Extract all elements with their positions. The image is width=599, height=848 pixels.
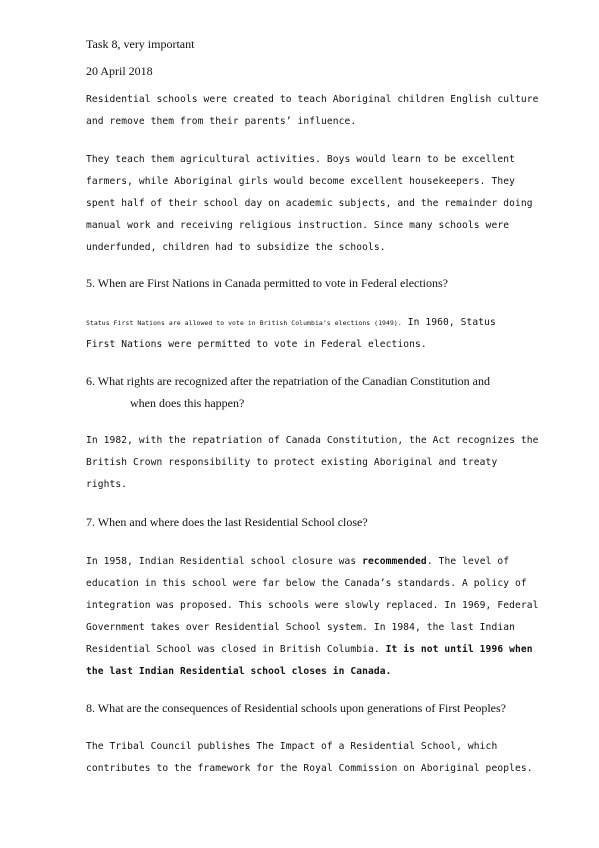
answer-6-line: British Crown responsibility to protect existing Aboriginal and treaty <box>86 457 498 468</box>
answer-8-line: The Tribal Council publishes The Impact of a Residential School, which <box>86 741 498 752</box>
answer-5-small-text: Status First Nations are allowed to vote in British Columbia’s elections (1949). <box>86 319 402 327</box>
answer-5-line: First Nations were permitted to vote in Federal elections. <box>86 339 427 350</box>
answer-7-text: . The level of <box>426 556 510 567</box>
paragraph-1-line: Residential schools were created to teach Aboriginal children English culture <box>86 94 539 105</box>
answer-7-line <box>86 665 392 679</box>
answer-7-bold-text: recommended <box>362 556 427 567</box>
answer-6-line: In 1982, with the repatriation of Canada Constitution, the Act recognizes the <box>86 435 539 446</box>
answer-7-line: education in this school were far below the Canada’s standards. A policy of <box>86 578 527 589</box>
paragraph-2-line: spent half of their school day on academic subjects, and the remainder doing <box>86 198 533 209</box>
question-8: 8. What are the consequences of Residential schools upon generations of First Peoples? <box>86 701 507 715</box>
paragraph-2-line: They teach them agricultural activities. Boys would learn to be excellent <box>86 154 515 165</box>
paragraph-1-line: and remove them from their parents’ influence. <box>86 116 357 127</box>
answer-6-line: rights. <box>86 479 128 490</box>
question-7: 7. When and where does the last Residential School close? <box>86 515 368 529</box>
answer-7-line: integration was proposed. This schools were slowly replaced. In 1969, Federal <box>86 600 539 611</box>
answer-7-line <box>86 555 509 569</box>
answer-7-text: In 1958, Indian Residential school closure was <box>86 556 363 567</box>
question-6-continued: when does this happen? <box>130 396 245 410</box>
date-line: 20 April 2018 <box>86 64 153 78</box>
answer-5-line <box>86 316 496 330</box>
answer-7-bold-text: the last Indian Residential school closes in Canada. <box>86 666 392 677</box>
question-6: 6. What rights are recognized after the repatriation of the Canadian Constitution and <box>86 374 490 388</box>
answer-8-line: contributes to the framework for the Royal Commission on Aboriginal peoples. <box>86 763 533 774</box>
answer-7-bold-text: It is not until 1996 when <box>385 644 533 655</box>
task-heading: Task 8, very important <box>86 37 195 51</box>
paragraph-2-line: manual work and receiving religious instruction. Since many schools were <box>86 220 510 231</box>
answer-7-line: Government takes over Residential School system. In 1984, the last Indian <box>86 622 515 633</box>
answer-7-line <box>86 643 533 657</box>
paragraph-2-line: underfunded, children had to subsidize the schools. <box>86 242 386 253</box>
paragraph-2-line: farmers, while Aboriginal girls would become excellent housekeepers. They <box>86 176 515 187</box>
answer-7-text: Residential School was closed in British Columbia. <box>86 644 386 655</box>
question-5: 5. When are First Nations in Canada permitted to vote in Federal elections? <box>86 276 449 290</box>
answer-5-text: In 1960, Status <box>401 317 496 328</box>
